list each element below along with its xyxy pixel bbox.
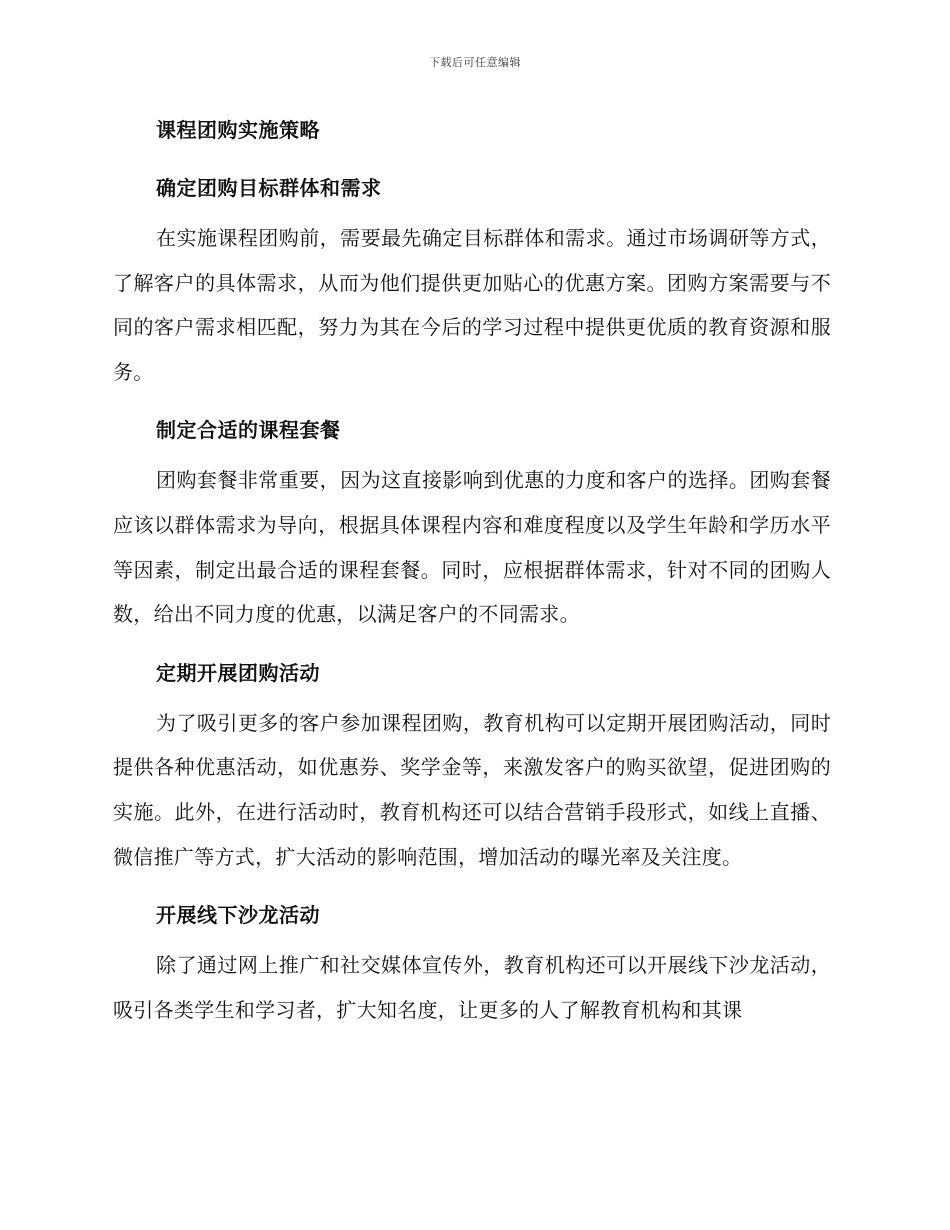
document-body — [113, 108, 831, 1032]
section-paragraph-course-package: 团购套餐非常重要，因为这直接影响到优惠的力度和客户的选择。团购套餐应该以群体需求为导向，根据具体课程内容和难度程度以及学生年龄和学历水平等因素，制定出最合适的课程套餐。同时，应根据群体需求，针对不同的团购人数，给出不同力度的优惠，以满足客户的不同需求。 — [113, 468, 831, 627]
section-paragraph-offline-salon: 除了通过网上推广和社交媒体宣传外，教育机构还可以开展线下沙龙活动，吸引各类学生和学习者，扩大知名度，让更多的人了解教育机构和其课 — [113, 953, 831, 1022]
section-heading-course-package: 制定合适的课程套餐 — [156, 418, 341, 443]
section-heading-target-group: 确定团购目标群体和需求 — [156, 176, 382, 200]
section-paragraph-target-group: 在实施课程团购前，需要最先确定目标群体和需求。通过市场调研等方式，了解客户的具体需求，从而为他们提供更加贴心的优惠方案。团购方案需要与不同的客户需求相匹配，努力为其在今后的学习过程中提供更优质的教育资源和服务。 — [113, 226, 831, 384]
document-title: 课程团购实施策略 — [156, 118, 320, 142]
page-header-note: 下载后可任意编辑 — [429, 56, 521, 69]
section-heading-offline-salon: 开展线下沙龙活动 — [156, 903, 320, 928]
section-heading-regular-activities: 定期开展团购活动 — [156, 660, 320, 685]
section-paragraph-regular-activities: 为了吸引更多的客户参加课程团购，教育机构可以定期开展团购活动，同时提供各种优惠活动，如优惠券、奖学金等，来激发客户的购买欲望，促进团购的实施。此外，在进行活动时，教育机构还可以结合营销手段形式，如线上直播、微信推广等方式，扩大活动的影响范围，增加活动的曝光率及关注度。 — [113, 710, 831, 869]
